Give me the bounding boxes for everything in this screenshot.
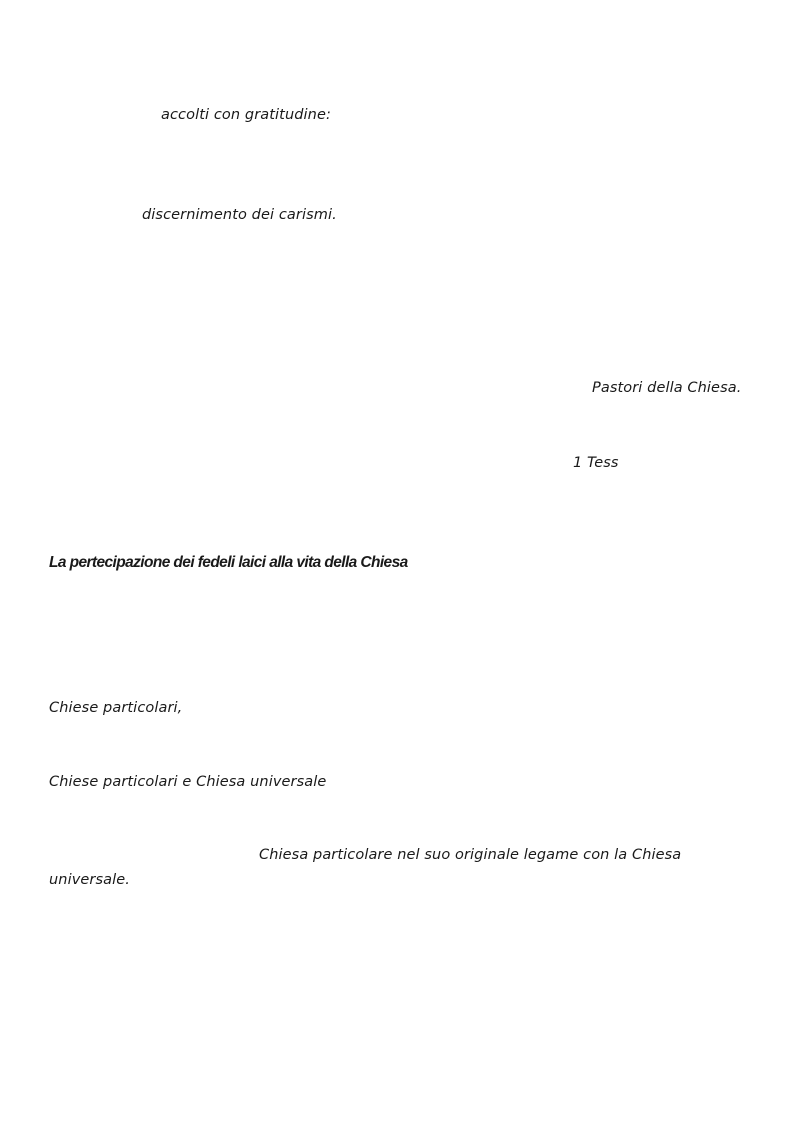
text-fragment-discernimento: discernimento dei carismi. <box>142 207 337 223</box>
text-fragment-pastori: Pastori della Chiesa. <box>592 380 742 396</box>
text-fragment-tess: 1 Tess <box>573 455 619 471</box>
text-fragment-chiese-particolari: Chiese particolari, <box>49 700 183 716</box>
text-fragment-chiese-universale: Chiese particolari e Chiesa universale <box>49 774 327 790</box>
text-fragment-accolti: accolti con gratitudine: <box>161 107 331 123</box>
text-fragment-chiesa-particolare-line2: universale. <box>49 872 130 888</box>
section-heading: La pertecipazione dei fedeli laici alla vita della Chiesa <box>49 554 408 571</box>
text-fragment-chiesa-particolare-line1: Chiesa particolare nel suo originale legame con la Chiesa <box>259 847 682 863</box>
